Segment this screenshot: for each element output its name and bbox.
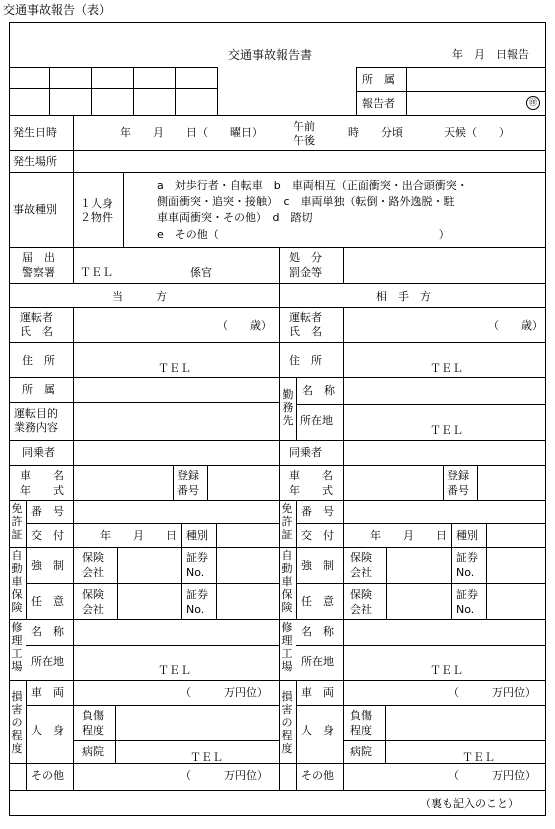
rule: [356, 67, 546, 68]
rule: [73, 740, 279, 741]
our-damage-vehicle-amount[interactable]: （ 万円位）: [180, 686, 268, 699]
rule: [386, 547, 387, 619]
other-license-number-label: 番 号: [301, 505, 334, 518]
rule: [343, 247, 344, 283]
rule: [9, 402, 279, 403]
our-repair-location-label: 所在地: [31, 655, 64, 668]
penalty-label: 罰金等: [289, 266, 322, 279]
our-issue-label: 交 付: [31, 529, 64, 542]
rule: [117, 547, 118, 619]
our-injury-label: 程度: [82, 724, 104, 737]
rule: [451, 523, 452, 547]
rule: [296, 645, 546, 646]
stamp-grid-line: [217, 67, 218, 115]
other-certificate-label: No.: [456, 566, 475, 579]
rule: [26, 705, 279, 706]
our-ins-company-label: 保険: [82, 551, 104, 564]
other-repair-tel[interactable]: ＴＥＬ: [430, 664, 463, 677]
rule: [9, 465, 546, 466]
our-ins-company-label: 会社: [82, 566, 104, 579]
type-desc-line: 車車両衝突・その他） d 踏切: [157, 211, 313, 224]
our-damage-person-label: 人 身: [31, 724, 64, 737]
other-tel[interactable]: ＴＥＬ: [430, 362, 463, 375]
type-kind-2: ２物件: [80, 211, 113, 224]
rule: [216, 547, 217, 619]
rule: [9, 115, 546, 116]
our-tel[interactable]: ＴＥＬ: [158, 362, 191, 375]
rule: [26, 583, 279, 584]
other-class-label: 種別: [456, 529, 478, 542]
other-driver-label: 運転者: [289, 311, 322, 324]
other-damage-other-label: その他: [301, 769, 334, 782]
other-ins-company-label: 保険: [350, 588, 372, 601]
reporter-label: 報告者: [362, 97, 395, 110]
other-ins-company-label: 会社: [350, 603, 372, 616]
rule: [343, 500, 344, 790]
datetime-value[interactable]: 年 月 日（ 曜日）: [120, 126, 263, 139]
rule: [9, 283, 546, 284]
our-age[interactable]: （ 歳）: [217, 319, 272, 332]
place-label: 発生場所: [13, 155, 57, 168]
seal-icon: ㊞: [526, 96, 540, 110]
rule: [486, 547, 487, 619]
rule: [181, 523, 182, 547]
our-voluntary-label: 任 意: [31, 595, 64, 608]
other-reg-label: 登録: [447, 469, 469, 482]
type-desc-line: 側面衝突・追突・接触） c 車両単独（転倒・路外逸脱・駐: [157, 195, 455, 208]
rule: [73, 500, 74, 790]
our-purpose-label: 業務内容: [14, 421, 58, 434]
other-damage-other-amount[interactable]: （ 万円位）: [448, 769, 536, 782]
our-license-number-label: 番 号: [31, 505, 64, 518]
other-issue-date[interactable]: 年 月 日: [370, 529, 447, 542]
our-ins-company-label: 保険: [82, 588, 104, 601]
rule: [73, 115, 74, 283]
other-ins-company-label: 保険: [350, 551, 372, 564]
stamp-grid-line: [49, 67, 50, 115]
other-driver-label: 氏 名: [289, 325, 322, 338]
rule: [73, 465, 74, 500]
our-hospital-tel[interactable]: ＴＥＬ: [190, 751, 223, 764]
other-injury-label: 負傷: [350, 709, 372, 722]
our-certificate-label: No.: [186, 603, 205, 616]
our-reg-label: 番号: [177, 484, 199, 497]
other-passenger-label: 同乗者: [289, 446, 322, 459]
rule: [26, 500, 27, 619]
our-insurance-vlabel: 自動車保険: [11, 549, 23, 614]
rule: [123, 172, 124, 247]
other-vehicle-label: 年 式: [289, 484, 333, 497]
workplace-name-label: 名 称: [302, 384, 335, 397]
our-repair-vlabel: 修理工場: [11, 621, 23, 673]
center-divider: [279, 283, 280, 790]
other-age[interactable]: （ 歳）: [488, 319, 543, 332]
our-hospital-label: 病院: [82, 745, 104, 758]
rule: [296, 583, 546, 584]
rule: [296, 404, 546, 405]
rule: [26, 523, 279, 524]
stamp-grid-line: [133, 67, 134, 115]
our-repair-name-label: 名 称: [31, 625, 64, 638]
penalty-label: 処 分: [289, 251, 322, 264]
our-ins-company-label: 会社: [82, 603, 104, 616]
our-damage-vlabel: 損害の程度: [11, 690, 23, 755]
other-ins-company-label: 会社: [350, 566, 372, 579]
our-side-title: 当 方: [112, 290, 167, 303]
rule: [296, 500, 297, 619]
our-affil-label: 所 属: [22, 383, 55, 396]
affiliation-label: 所 属: [362, 73, 395, 86]
workplace-location-label: 所在地: [300, 414, 333, 427]
our-damage-other-amount[interactable]: （ 万円位）: [180, 769, 268, 782]
our-damage-vehicle-label: 車 両: [31, 686, 64, 699]
workplace-vlabel: 勤務先: [282, 388, 294, 427]
police-value[interactable]: ＴＥＬ 係官: [80, 266, 212, 279]
rule: [207, 465, 208, 500]
our-repair-tel[interactable]: ＴＥＬ: [158, 664, 191, 677]
rule: [9, 547, 546, 548]
other-damage-vehicle-amount[interactable]: （ 万円位）: [448, 686, 536, 699]
rule: [9, 500, 546, 501]
other-repair-name-label: 名 称: [301, 625, 334, 638]
our-compulsory-label: 強 制: [31, 559, 64, 572]
weather-value[interactable]: 天候（ ）: [444, 126, 510, 139]
our-certificate-label: No.: [186, 566, 205, 579]
our-purpose-label: 運転目的: [14, 407, 58, 420]
footer-note: （裏も記入のこと）: [420, 797, 519, 810]
other-damage-person-label: 人 身: [301, 724, 334, 737]
rule: [343, 740, 546, 741]
rule: [406, 67, 407, 115]
workplace-tel[interactable]: ＴＥＬ: [430, 424, 463, 437]
police-label: 警察署: [22, 266, 55, 279]
other-address-label: 住 所: [289, 354, 322, 367]
our-vehicle-label: 車 名: [20, 469, 64, 482]
other-certificate-label: 証券: [456, 588, 478, 601]
our-reg-label: 登録: [177, 469, 199, 482]
rule: [9, 790, 546, 791]
type-label: 事故種別: [13, 203, 57, 216]
stamp-grid-line: [91, 67, 92, 115]
rule: [279, 377, 546, 378]
rule: [343, 465, 344, 500]
other-hospital-label: 病院: [350, 745, 372, 758]
rule: [26, 680, 27, 790]
rule: [356, 91, 546, 92]
rule: [486, 523, 487, 547]
other-damage-vlabel: 損害の程度: [281, 690, 293, 755]
other-voluntary-label: 任 意: [301, 595, 334, 608]
pm-label: 午後: [293, 134, 315, 147]
rule: [477, 465, 478, 500]
rule: [216, 523, 217, 547]
rule: [9, 440, 279, 441]
rule: [296, 523, 546, 524]
rule: [9, 172, 546, 173]
other-reg-label: 番号: [447, 484, 469, 497]
rule: [296, 377, 297, 440]
rule: [385, 705, 386, 763]
rule: [443, 465, 444, 500]
stamp-grid-line: [9, 88, 217, 89]
datetime-label: 発生日時: [13, 126, 57, 139]
rule: [9, 342, 279, 343]
our-class-label: 種別: [186, 529, 208, 542]
our-vehicle-label: 年 式: [20, 484, 64, 497]
rule: [9, 377, 279, 378]
our-address-label: 住 所: [22, 354, 55, 367]
rule: [296, 680, 297, 790]
stamp-grid-line: [175, 67, 176, 115]
our-certificate-label: 証券: [186, 551, 208, 564]
our-injury-label: 負傷: [82, 709, 104, 722]
police-label: 届 出: [22, 251, 55, 264]
other-damage-vehicle-label: 車 両: [301, 686, 334, 699]
rule: [279, 440, 546, 441]
our-license-vlabel: 免許証: [11, 502, 23, 541]
other-hospital-tel[interactable]: ＴＥＬ: [462, 751, 495, 764]
form-caption: 交通事故報告（表）: [3, 3, 112, 17]
rule: [343, 307, 344, 465]
our-passenger-label: 同乗者: [22, 446, 55, 459]
rule: [173, 465, 174, 500]
am-label: 午前: [293, 120, 315, 133]
other-issue-label: 交 付: [301, 529, 334, 542]
other-certificate-label: No.: [456, 603, 475, 616]
rule: [279, 342, 546, 343]
rule: [9, 619, 546, 620]
rule: [115, 705, 116, 763]
our-issue-date[interactable]: 年 月 日: [100, 529, 177, 542]
other-vehicle-label: 車 名: [289, 469, 333, 482]
our-certificate-label: 証券: [186, 588, 208, 601]
rule: [9, 247, 546, 248]
our-driver-label: 氏 名: [20, 325, 53, 338]
rule: [26, 645, 279, 646]
rule: [451, 547, 452, 619]
other-repair-vlabel: 修理工場: [281, 621, 293, 673]
type-desc-line: e その他（ ）: [157, 228, 450, 241]
other-insurance-vlabel: 自動車保険: [281, 549, 293, 614]
form-title: 交通事故報告書: [228, 48, 313, 62]
rule: [9, 680, 546, 681]
time-value[interactable]: 時 分頃: [348, 126, 403, 139]
our-driver-label: 運転者: [20, 311, 53, 324]
rule: [9, 307, 546, 308]
other-repair-location-label: 所在地: [301, 655, 334, 668]
rule: [181, 547, 182, 619]
other-license-vlabel: 免許証: [281, 502, 293, 541]
other-compulsory-label: 強 制: [301, 559, 334, 572]
type-desc-line: a 対歩行者・自転車 b 車両相互（正面衝突・出合頭衝突・: [157, 179, 468, 192]
other-side-title: 相 手 方: [376, 290, 431, 303]
stamp-grid-line: [9, 67, 217, 68]
rule: [356, 67, 357, 115]
rule: [9, 150, 546, 151]
type-kind-1: １人身: [80, 197, 113, 210]
rule: [279, 247, 280, 283]
other-injury-label: 程度: [350, 724, 372, 737]
rule: [73, 307, 74, 465]
rule: [296, 705, 546, 706]
our-damage-other-label: その他: [31, 769, 64, 782]
other-certificate-label: 証券: [456, 551, 478, 564]
report-date: 年 月 日報告: [452, 48, 529, 61]
